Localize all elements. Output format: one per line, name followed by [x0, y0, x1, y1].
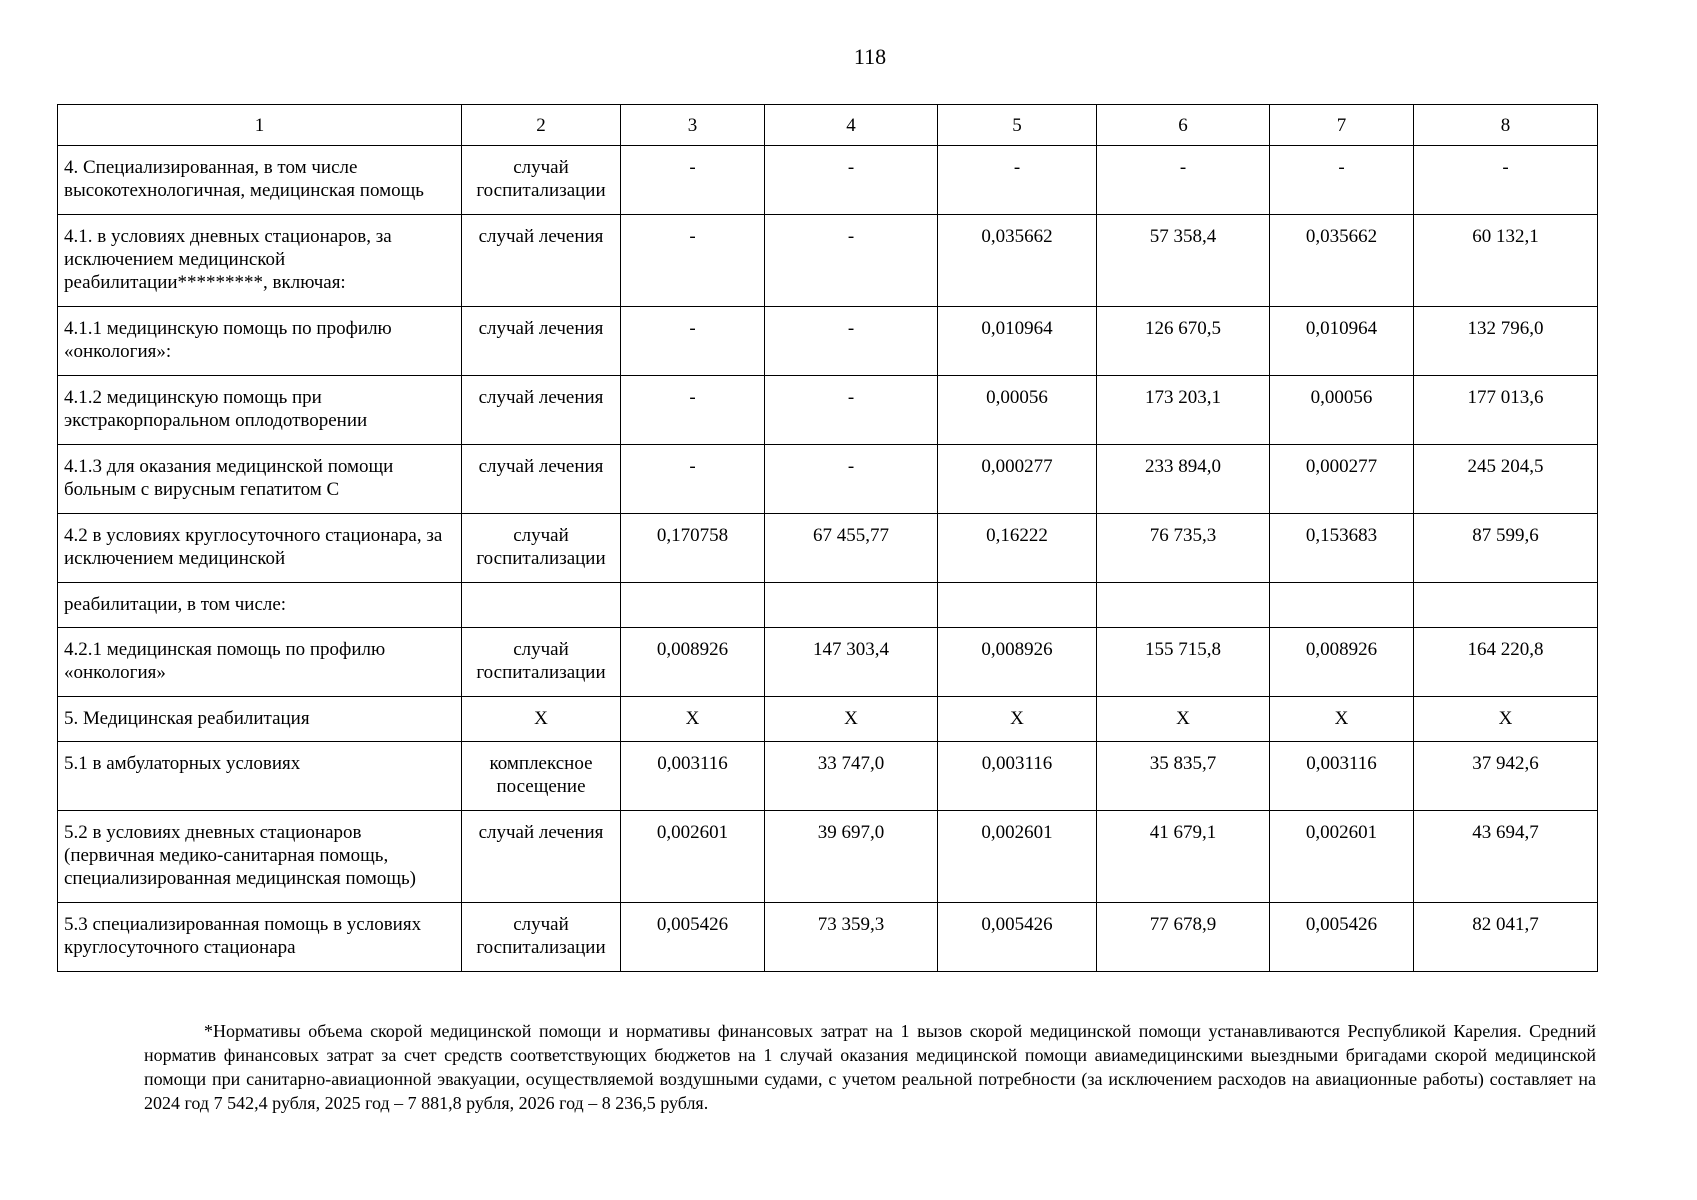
value-cell: 0,008926	[1270, 628, 1414, 697]
value-cell: 87 599,6	[1414, 514, 1598, 583]
value-cell: Х	[621, 697, 765, 742]
value-cell: 0,008926	[621, 628, 765, 697]
value-cell: 0,000277	[938, 445, 1097, 514]
page-number: 118	[853, 44, 887, 69]
row-label: реабилитации, в том числе:	[58, 583, 462, 628]
value-cell: 173 203,1	[1097, 376, 1270, 445]
value-cell: -	[621, 307, 765, 376]
value-cell: Х	[1097, 697, 1270, 742]
table-row	[58, 376, 1598, 445]
header-cell-1: 1	[58, 105, 462, 146]
value-cell: 82 041,7	[1414, 903, 1598, 972]
value-cell: 0,003116	[621, 742, 765, 811]
value-cell: 0,00056	[1270, 376, 1414, 445]
table-row	[58, 811, 1598, 903]
row-label: 4.1. в условиях дневных стационаров, за исключением медицинской реабилитации*********, включая:	[58, 215, 462, 307]
value-cell	[1270, 583, 1414, 628]
value-cell: -	[1097, 146, 1270, 215]
table-row	[58, 445, 1598, 514]
value-cell: 0,153683	[1270, 514, 1414, 583]
row-label: 4.1.1 медицинскую помощь по профилю «онкология»:	[58, 307, 462, 376]
value-cell: 0,035662	[938, 215, 1097, 307]
table-row	[58, 307, 1598, 376]
value-cell: 0,000277	[1270, 445, 1414, 514]
value-cell: 39 697,0	[765, 811, 938, 903]
unit-cell: случай госпитализации	[462, 628, 621, 697]
unit-cell: комплексное посещение	[462, 742, 621, 811]
value-cell: 0,010964	[938, 307, 1097, 376]
value-cell: 0,170758	[621, 514, 765, 583]
header-cell-8: 8	[1414, 105, 1598, 146]
value-cell: 0,003116	[938, 742, 1097, 811]
value-cell: -	[765, 376, 938, 445]
value-cell: -	[621, 215, 765, 307]
value-cell: -	[1414, 146, 1598, 215]
table-row	[58, 628, 1598, 697]
value-cell: 233 894,0	[1097, 445, 1270, 514]
value-cell: 0,005426	[938, 903, 1097, 972]
value-cell: 73 359,3	[765, 903, 938, 972]
row-label: 5. Медицинская реабилитация	[58, 697, 462, 742]
value-cell	[938, 583, 1097, 628]
value-cell: 0,005426	[621, 903, 765, 972]
unit-cell: случай госпитализации	[462, 903, 621, 972]
value-cell: 57 358,4	[1097, 215, 1270, 307]
table-row	[58, 697, 1598, 742]
normatives-table	[57, 104, 1598, 972]
header-cell-2: 2	[462, 105, 621, 146]
value-cell: -	[621, 376, 765, 445]
value-cell: 0,002601	[1270, 811, 1414, 903]
value-cell: 0,002601	[938, 811, 1097, 903]
header-cell-6: 6	[1097, 105, 1270, 146]
row-label: 4.2 в условиях круглосуточного стационара, за исключением медицинской	[58, 514, 462, 583]
value-cell: 37 942,6	[1414, 742, 1598, 811]
table-row	[58, 215, 1598, 307]
unit-cell: Х	[462, 697, 621, 742]
row-label: 4.1.2 медицинскую помощь при экстракорпоральном оплодотворении	[58, 376, 462, 445]
value-cell: 0,003116	[1270, 742, 1414, 811]
value-cell: 147 303,4	[765, 628, 938, 697]
table-row	[58, 583, 1598, 628]
value-cell: -	[765, 445, 938, 514]
unit-cell: случай лечения	[462, 307, 621, 376]
unit-cell: случай госпитализации	[462, 514, 621, 583]
value-cell: 41 679,1	[1097, 811, 1270, 903]
table-row	[58, 146, 1598, 215]
row-label: 5.2 в условиях дневных стационаров (первичная медико-санитарная помощь, специализированная медицинская помощь)	[58, 811, 462, 903]
row-label: 4. Специализированная, в том числе высокотехнологичная, медицинская помощь	[58, 146, 462, 215]
value-cell: -	[621, 445, 765, 514]
value-cell: 164 220,8	[1414, 628, 1598, 697]
value-cell: 0,16222	[938, 514, 1097, 583]
value-cell	[1414, 583, 1598, 628]
value-cell: 177 013,6	[1414, 376, 1598, 445]
header-cell-3: 3	[621, 105, 765, 146]
value-cell: 67 455,77	[765, 514, 938, 583]
value-cell: -	[1270, 146, 1414, 215]
value-cell: -	[621, 146, 765, 215]
value-cell: Х	[1270, 697, 1414, 742]
table-row	[58, 903, 1598, 972]
value-cell: 33 747,0	[765, 742, 938, 811]
unit-cell: случай лечения	[462, 376, 621, 445]
header-cell-7: 7	[1270, 105, 1414, 146]
value-cell: 0,00056	[938, 376, 1097, 445]
value-cell	[1097, 583, 1270, 628]
value-cell: Х	[1414, 697, 1598, 742]
value-cell: -	[765, 215, 938, 307]
value-cell: Х	[765, 697, 938, 742]
value-cell	[621, 583, 765, 628]
unit-cell: случай лечения	[462, 811, 621, 903]
table-row	[58, 514, 1598, 583]
value-cell: 77 678,9	[1097, 903, 1270, 972]
footnote-text: *Нормативы объема скорой медицинской помощи и нормативы финансовых затрат на 1 вызов скорой медицинской помощи устанавливаются Республикой Карелия. Средний норматив финансовых затрат за счет средств соответствующих бюджетов на 1 случай оказания медицинской помощи авиамедицинскими выездными бригадами скорой медицинской помощи при санитарно-авиационной эвакуации, осуществляемой воздушными судами, с учетом реальной потребности (за исключением расходов на авиационные работы) составляет на 2024 год 7 542,4 рубля, 2025 год – 7 881,8 рубля, 2026 год – 8 236,5 рубля.	[144, 1021, 1596, 1113]
unit-cell: случай лечения	[462, 215, 621, 307]
value-cell: -	[765, 146, 938, 215]
value-cell: 0,008926	[938, 628, 1097, 697]
row-label: 4.1.3 для оказания медицинской помощи больным с вирусным гепатитом С	[58, 445, 462, 514]
row-label: 5.3 специализированная помощь в условиях круглосуточного стационара	[58, 903, 462, 972]
value-cell: 0,002601	[621, 811, 765, 903]
row-label: 5.1 в амбулаторных условиях	[58, 742, 462, 811]
value-cell: Х	[938, 697, 1097, 742]
value-cell: 0,035662	[1270, 215, 1414, 307]
value-cell: -	[938, 146, 1097, 215]
unit-cell: случай лечения	[462, 445, 621, 514]
value-cell: 35 835,7	[1097, 742, 1270, 811]
table-row	[58, 742, 1598, 811]
value-cell: -	[765, 307, 938, 376]
value-cell: 0,005426	[1270, 903, 1414, 972]
unit-cell: случай госпитализации	[462, 146, 621, 215]
value-cell: 132 796,0	[1414, 307, 1598, 376]
value-cell	[765, 583, 938, 628]
value-cell: 76 735,3	[1097, 514, 1270, 583]
value-cell: 155 715,8	[1097, 628, 1270, 697]
header-cell-5: 5	[938, 105, 1097, 146]
value-cell: 60 132,1	[1414, 215, 1598, 307]
value-cell: 43 694,7	[1414, 811, 1598, 903]
unit-cell	[462, 583, 621, 628]
header-cell-4: 4	[765, 105, 938, 146]
value-cell: 0,010964	[1270, 307, 1414, 376]
value-cell: 126 670,5	[1097, 307, 1270, 376]
table-header-row	[58, 105, 1598, 146]
value-cell: 245 204,5	[1414, 445, 1598, 514]
row-label: 4.2.1 медицинская помощь по профилю «онкология»	[58, 628, 462, 697]
